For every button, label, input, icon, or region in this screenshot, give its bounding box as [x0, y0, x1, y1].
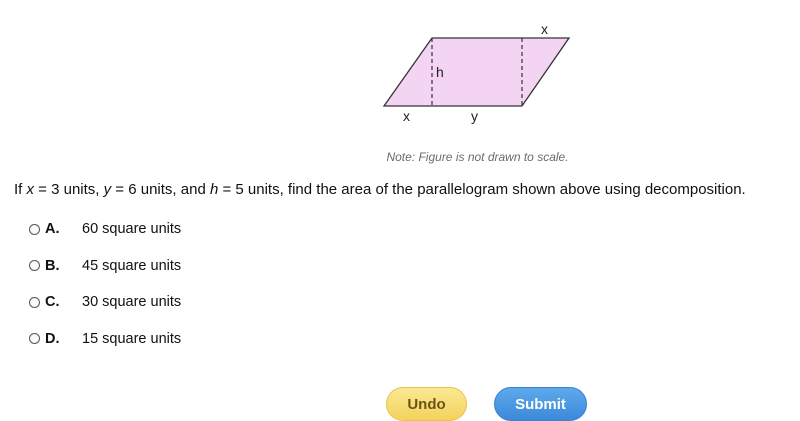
question-part: = 3 units, [34, 181, 104, 198]
choice-text: 45 square units [82, 257, 182, 274]
choice-letter: B. [45, 257, 60, 274]
choice-letter: A. [45, 221, 60, 237]
choice-a[interactable] [29, 219, 181, 239]
parallelogram-figure [0, 0, 800, 140]
question-part: If [14, 181, 27, 198]
choice-text: 15 square units [82, 330, 182, 347]
undo-button[interactable]: Undo [386, 387, 467, 421]
question-part: = 6 units, and [111, 181, 210, 198]
choice-c[interactable] [29, 292, 181, 312]
choice-d[interactable] [29, 329, 181, 349]
question-var-h: h [209, 181, 219, 198]
question-text [14, 181, 746, 198]
submit-button[interactable]: Submit [494, 387, 587, 421]
choice-text: 60 square units [82, 221, 182, 237]
label-x-top: x [541, 21, 548, 37]
radio-button[interactable] [29, 224, 40, 235]
question-part: = 5 units, find the area of the parallelogram shown above using decomposition. [218, 181, 746, 198]
answer-choices [29, 219, 181, 365]
label-h: h [436, 64, 444, 80]
radio-button[interactable] [29, 260, 40, 271]
choice-letter: D. [45, 330, 60, 347]
figure-note: Note: Figure is not drawn to scale. [386, 150, 569, 164]
choice-text: 30 square units [82, 294, 182, 310]
radio-button[interactable] [29, 333, 40, 344]
radio-button[interactable] [29, 297, 40, 308]
label-y: y [471, 108, 478, 124]
parallelogram-shape [384, 38, 569, 106]
question-var-y: y [103, 181, 112, 198]
question-var-x: x [26, 181, 35, 198]
choice-letter: C. [45, 294, 60, 310]
label-x-bottom: x [403, 108, 410, 124]
choice-b[interactable] [29, 256, 181, 276]
